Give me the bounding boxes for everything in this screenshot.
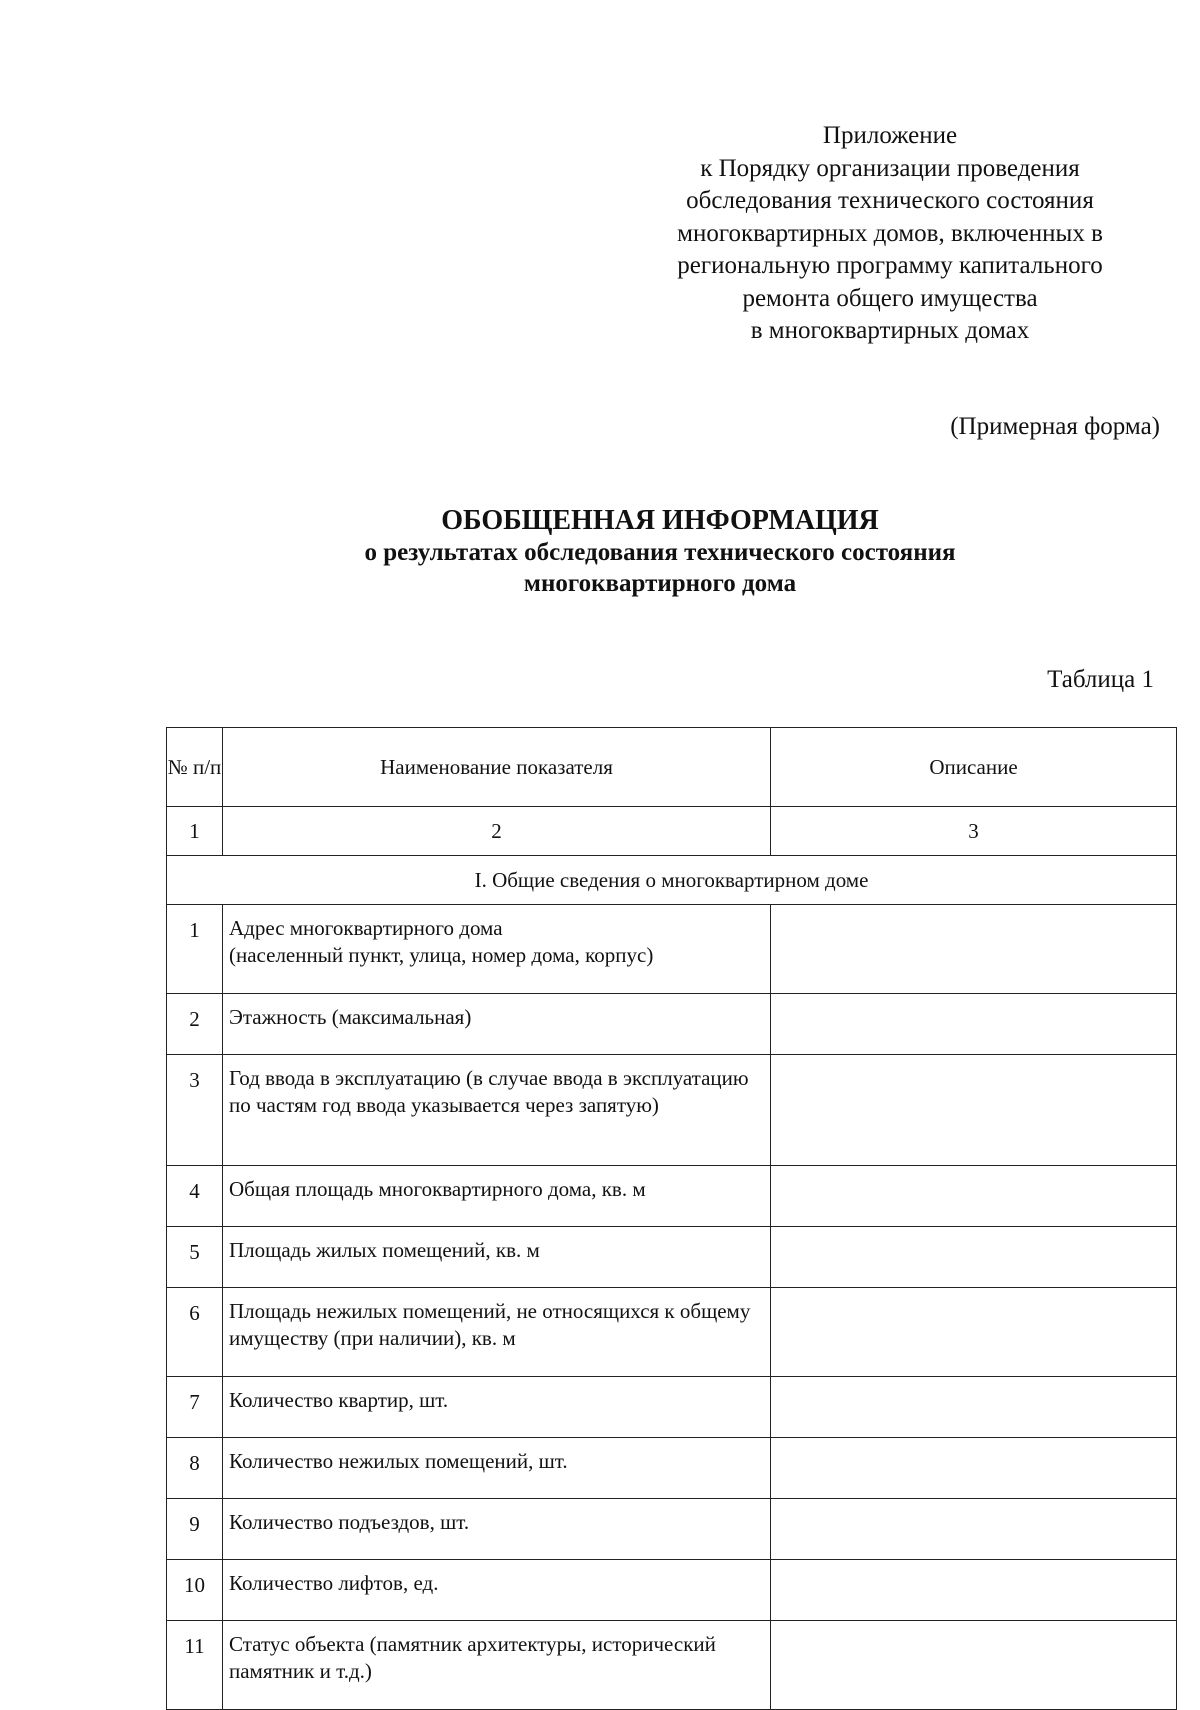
- table-row: [167, 1438, 1177, 1499]
- row-number: 5: [167, 1227, 223, 1288]
- column-number: 1: [167, 807, 223, 856]
- row-description-cell[interactable]: [771, 1621, 1177, 1710]
- row-number: 1: [167, 905, 223, 994]
- row-description-cell[interactable]: [771, 905, 1177, 994]
- row-number: 11: [167, 1621, 223, 1710]
- row-number: 8: [167, 1438, 223, 1499]
- row-description-cell[interactable]: [771, 1227, 1177, 1288]
- row-number: 4: [167, 1166, 223, 1227]
- header-num: № п/п: [167, 728, 223, 807]
- column-number: 2: [223, 807, 771, 856]
- row-indicator-name: Количество нежилых помещений, шт.: [223, 1438, 771, 1499]
- row-indicator-name: Общая площадь многоквартирного дома, кв. м: [223, 1166, 771, 1227]
- row-number: 2: [167, 994, 223, 1055]
- table-row: [167, 1621, 1177, 1710]
- title-line-2: о результатах обследования технического состояния: [364, 539, 956, 566]
- row-description-cell[interactable]: [771, 994, 1177, 1055]
- row-number: 7: [167, 1377, 223, 1438]
- row-indicator-name: Площадь жилых помещений, кв. м: [223, 1227, 771, 1288]
- row-number: 3: [167, 1055, 223, 1166]
- row-number: 10: [167, 1560, 223, 1621]
- row-description-cell[interactable]: [771, 1499, 1177, 1560]
- row-description-cell[interactable]: [771, 1166, 1177, 1227]
- table-row: [167, 994, 1177, 1055]
- row-description-cell[interactable]: [771, 1438, 1177, 1499]
- appendix-line: обследования технического состояния: [686, 187, 1094, 214]
- row-description-cell[interactable]: [771, 1055, 1177, 1166]
- appendix-line: к Порядку организации проведения: [700, 154, 1080, 182]
- row-indicator-name: Количество лифтов, ед.: [223, 1560, 771, 1621]
- header-name: Наименование показателя: [223, 728, 771, 807]
- table-row: [167, 1377, 1177, 1438]
- column-numbers-row: [167, 807, 1177, 856]
- document-title: [150, 504, 1170, 599]
- table-body: [167, 905, 1177, 1710]
- row-indicator-name: Адрес многоквартирного дома (населенный пункт, улица, номер дома, корпус): [223, 905, 771, 994]
- section-title: I. Общие сведения о многоквартирном доме: [167, 856, 1177, 905]
- column-number: 3: [771, 807, 1177, 856]
- table-row: [167, 1166, 1177, 1227]
- table-row: [167, 1288, 1177, 1377]
- form-note: (Примерная форма): [950, 413, 1160, 440]
- row-description-cell[interactable]: [771, 1288, 1177, 1377]
- section-row: [167, 856, 1177, 905]
- table-header-row: [167, 728, 1177, 807]
- title-line-3: многоквартирного дома: [523, 570, 797, 597]
- table-row: [167, 1227, 1177, 1288]
- row-description-cell[interactable]: [771, 1560, 1177, 1621]
- appendix-line: ремонта общего имущества: [742, 284, 1038, 312]
- row-number: 9: [167, 1499, 223, 1560]
- appendix-line: региональную программу капитального: [677, 252, 1103, 279]
- appendix-line: в многоквартирных домах: [750, 317, 1030, 344]
- appendix-line: многоквартирных домов, включенных в: [677, 219, 1103, 247]
- table-row: [167, 1560, 1177, 1621]
- info-table: [166, 727, 1177, 1710]
- row-indicator-name: Год ввода в эксплуатацию (в случае ввода в эксплуатацию по частям год ввода указывается через запятую): [223, 1055, 771, 1166]
- row-number: 6: [167, 1288, 223, 1377]
- table-row: [167, 1499, 1177, 1560]
- row-indicator-name: Статус объекта (памятник архитектуры, исторический памятник и т.д.): [223, 1621, 771, 1710]
- row-indicator-name: Количество подъездов, шт.: [223, 1499, 771, 1560]
- info-table-wrapper: [166, 727, 1176, 1710]
- title-line-1: ОБОБЩЕННАЯ ИНФОРМАЦИЯ: [441, 505, 879, 536]
- table-row: [167, 1055, 1177, 1166]
- appendix-line: Приложение: [822, 122, 958, 149]
- row-indicator-name: Площадь нежилых помещений, не относящихся к общему имуществу (при наличии), кв. м: [223, 1288, 771, 1377]
- table-row: [167, 905, 1177, 994]
- appendix-header: [630, 120, 1150, 348]
- row-indicator-name: Этажность (максимальная): [223, 994, 771, 1055]
- header-desc: Описание: [771, 728, 1177, 807]
- table-label: Таблица 1: [1047, 666, 1154, 693]
- row-description-cell[interactable]: [771, 1377, 1177, 1438]
- row-indicator-name: Количество квартир, шт.: [223, 1377, 771, 1438]
